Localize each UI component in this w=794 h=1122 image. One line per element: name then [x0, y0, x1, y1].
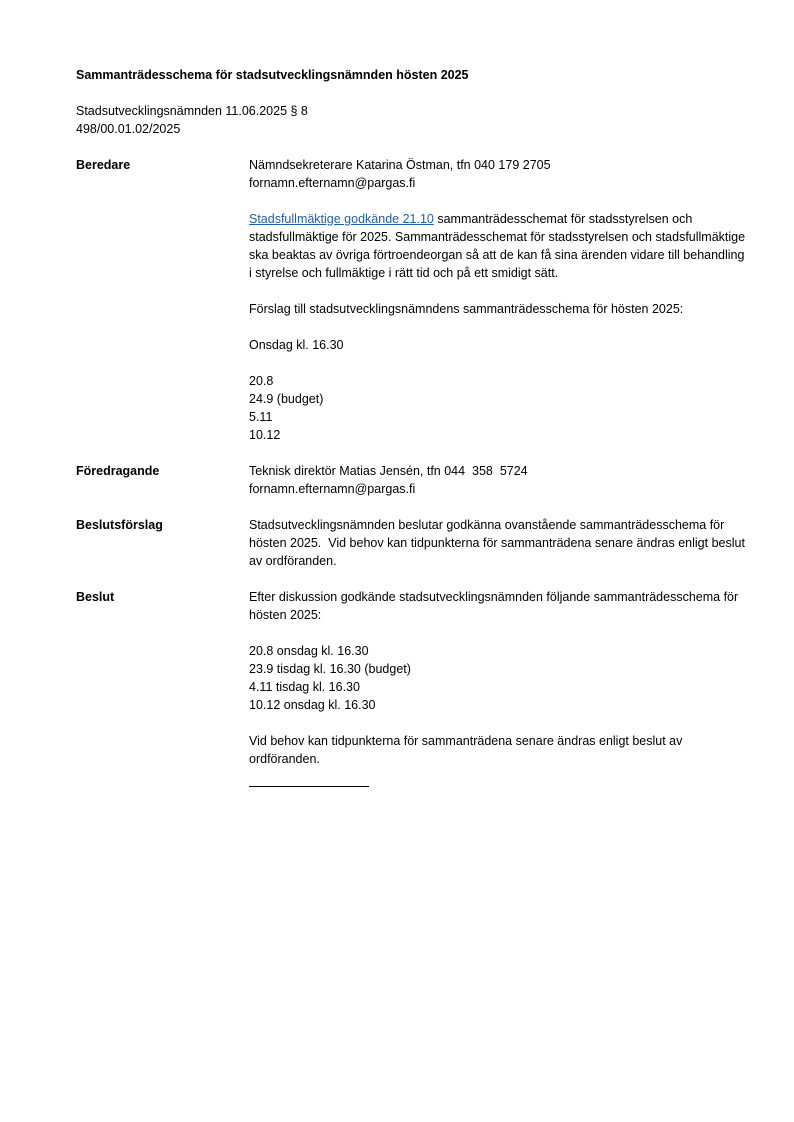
section-body-beslut [249, 588, 746, 768]
section-label-beslutsforslag: Beslutsförslag [76, 518, 163, 532]
list-item: 10.12 onsdag kl. 16.30 [249, 698, 376, 712]
list-item: 24.9 (budget) [249, 392, 324, 406]
background-paragraph [249, 210, 746, 282]
section-beredare [76, 156, 746, 444]
list-item: 5.11 [249, 410, 273, 424]
section-label-foredragande: Föredragande [76, 464, 160, 478]
section-beslutsforslag [76, 516, 749, 570]
proposed-dates [249, 372, 746, 444]
presenter-email: fornamn.efternamn@pargas.fi [249, 482, 416, 496]
section-label-beredare: Beredare [76, 158, 131, 172]
section-body-beslutsforslag [249, 516, 749, 570]
preparer-email: fornamn.efternamn@pargas.fi [249, 176, 416, 190]
section-body-foredragande [249, 462, 746, 498]
section-beslut [76, 588, 746, 768]
case-number: 498/00.01.02/2025 [76, 122, 181, 136]
preparer-contact [249, 156, 746, 192]
presenter-name: Teknisk direktör Matias Jensén, tfn 044 358 5724 [249, 464, 528, 478]
section-body-beredare [249, 156, 746, 444]
proposed-dates-list [249, 372, 746, 444]
meeting-reference: Stadsutvecklingsnämnden 11.06.2025 § 8 [76, 104, 308, 118]
proposal-intro: Förslag till stadsutvecklingsnämndens sammanträdesschema för hösten 2025: [249, 302, 684, 316]
decision-intro: Efter diskussion godkände stadsutvecklingsnämnden följande sammanträdesschema för hösten 2025: [249, 590, 739, 622]
list-item: 10.12 [249, 428, 281, 442]
list-item: 23.9 tisdag kl. 16.30 (budget) [249, 662, 411, 676]
council-decision-link[interactable]: Stadsfullmäktige godkände 21.10 [249, 212, 434, 226]
preparer-name: Nämndsekreterare Katarina Östman, tfn 040 179 2705 [249, 158, 551, 172]
decided-schedule [249, 642, 746, 714]
decision-closing: Vid behov kan tidpunkterna för sammanträdena senare ändras enligt beslut av ordföranden. [249, 734, 683, 766]
signature-divider [249, 786, 369, 787]
document-title: Sammanträdesschema för stadsutvecklingsnämnden hösten 2025 [76, 68, 469, 82]
decision-proposal-text: Stadsutvecklingsnämnden beslutar godkänna ovanstående sammanträdesschema för hösten 2025. Vid behov kan tidpunkterna för sammanträdena senare ändras enligt beslut av ordföranden. [249, 518, 749, 568]
meeting-meta [76, 102, 746, 138]
background-text: sammanträdesschemat för stadsstyrelsen och stadsfullmäktige för 2025. Sammanträdesschemat för stadsstyrelsen och stadsfullmäktige ska beaktas av övriga förtroendeorgan så att de kan få sina ärenden vidare till behandling i styrelse och fullmäktige i rätt tid och på ett smidigt sätt. [249, 212, 746, 280]
section-label-beslut: Beslut [76, 590, 115, 604]
list-item: 4.11 tisdag kl. 16.30 [249, 680, 360, 694]
document-page [76, 66, 749, 787]
meeting-day-time: Onsdag kl. 16.30 [249, 338, 344, 352]
decided-schedule-list [249, 642, 746, 714]
list-item: 20.8 [249, 374, 274, 388]
section-foredragande [76, 462, 746, 498]
list-item: 20.8 onsdag kl. 16.30 [249, 644, 369, 658]
